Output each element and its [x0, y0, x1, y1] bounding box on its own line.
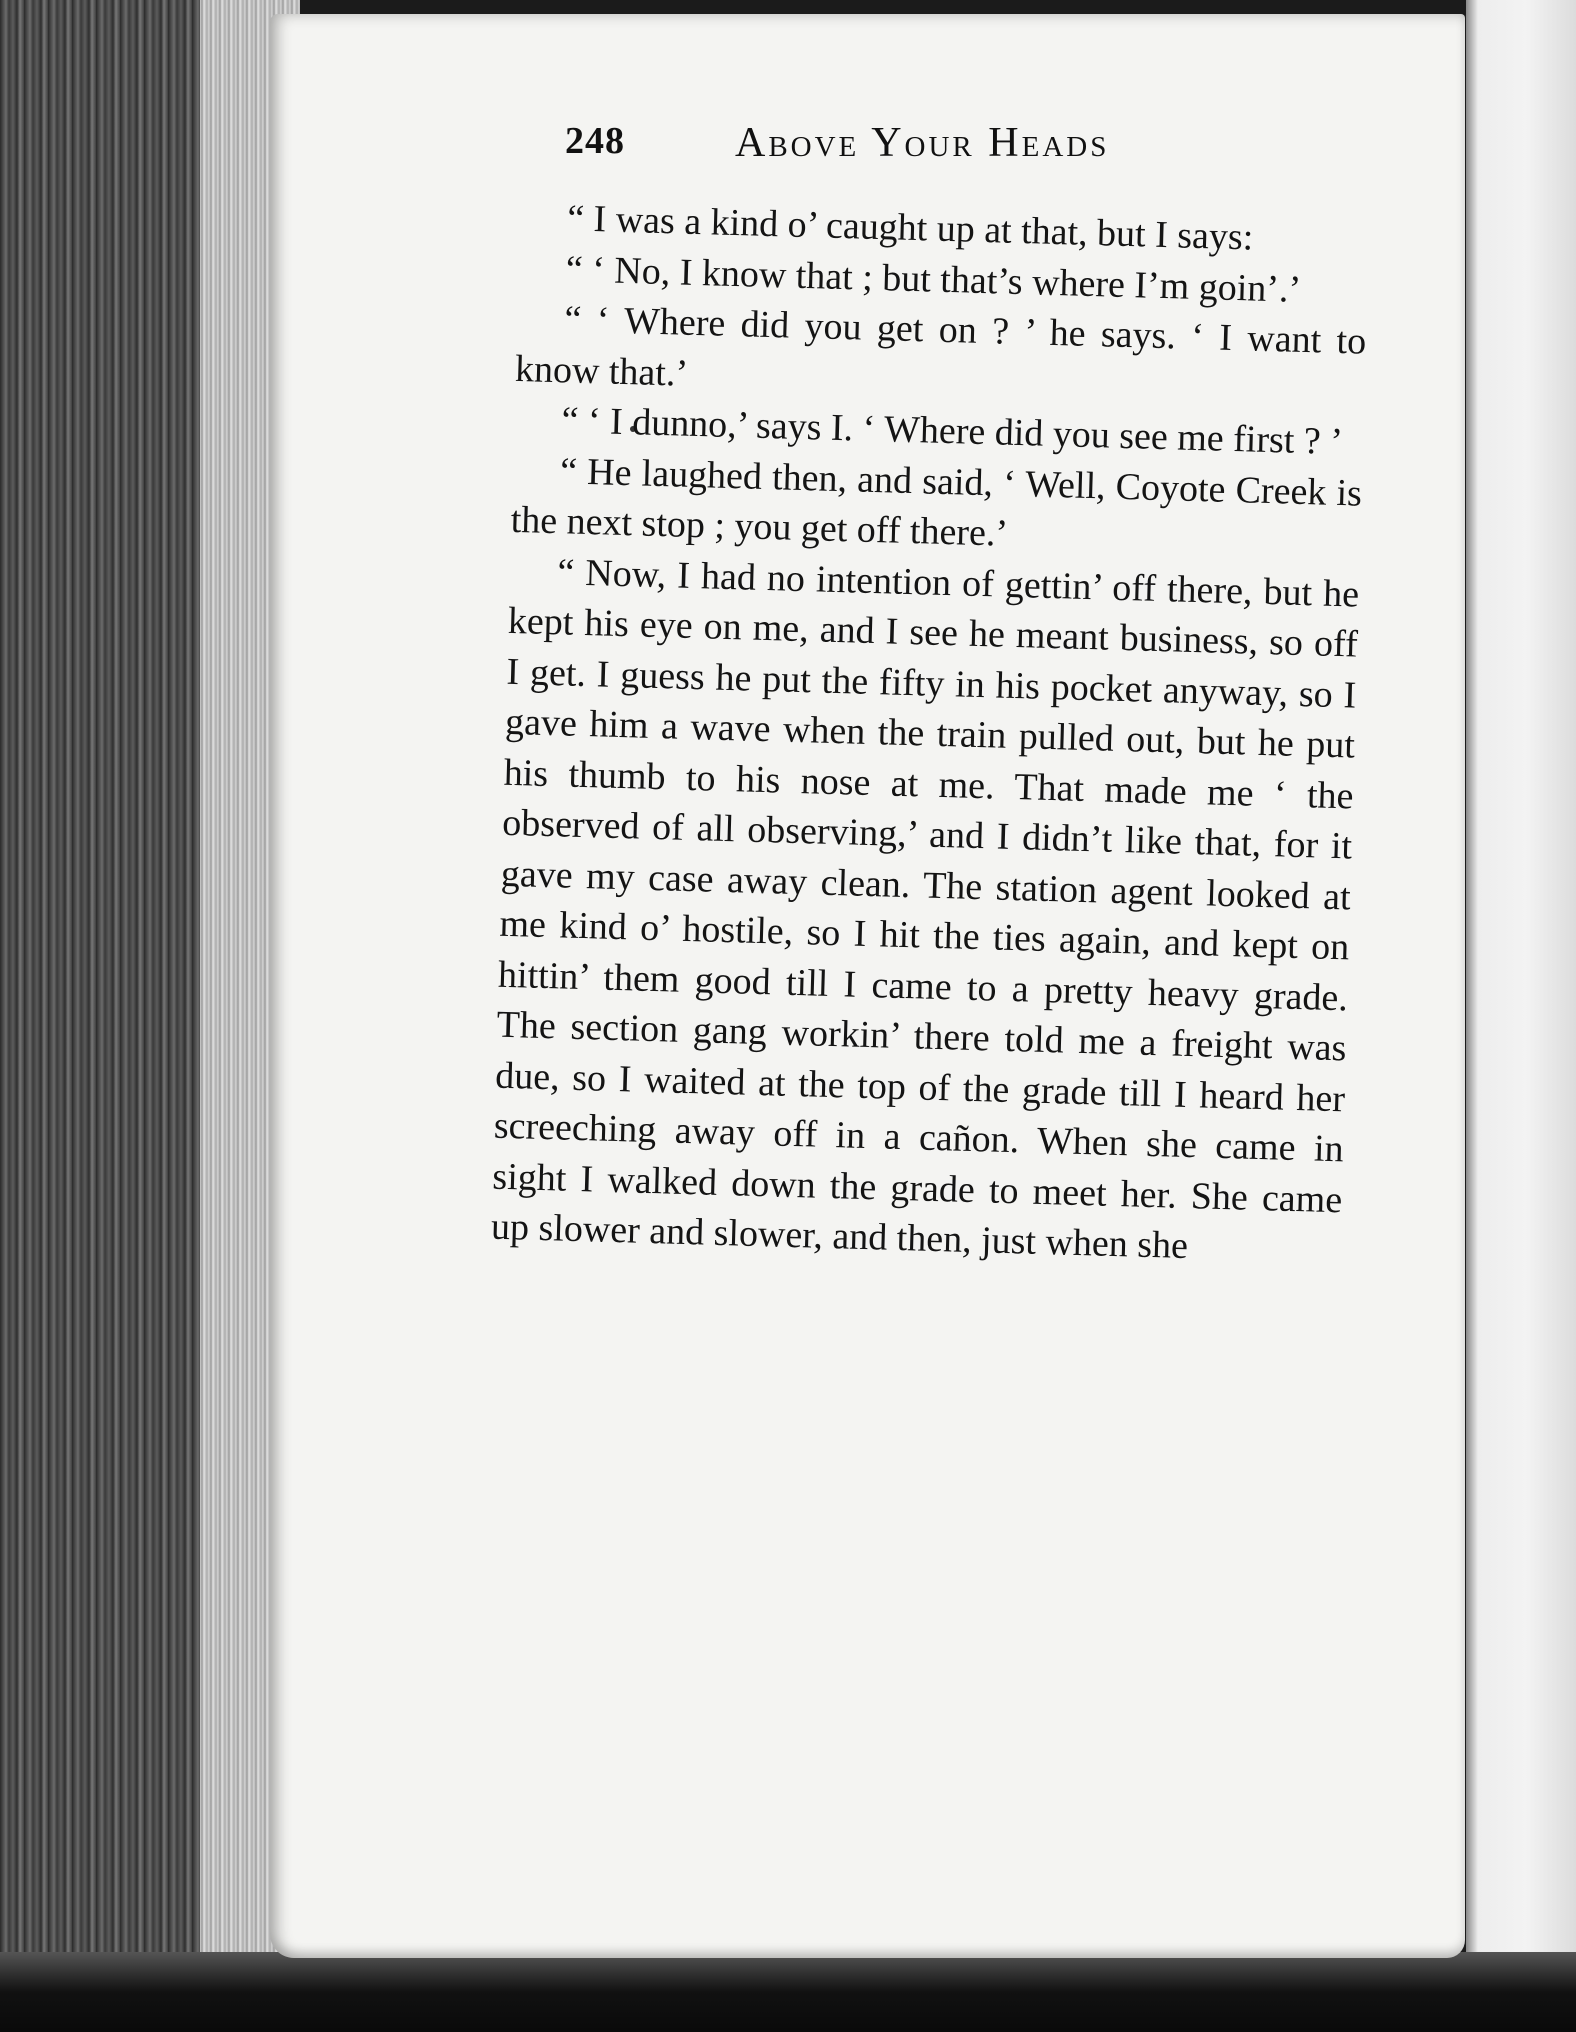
body-text — [490, 192, 1369, 1276]
paragraph: “ ‘ I dunno,’ says I. ‘ Where did you see me first ? ’ — [561, 399, 1344, 464]
page-number: 248 — [565, 120, 625, 162]
page-header — [565, 119, 1205, 179]
paragraph: “ ‘ No, I know that ; but that’s where I’m goin’.’ — [565, 247, 1302, 311]
paragraph: “ He laughed then, and said, ‘ Well, Coyote Creek is the next stop ; you get off there.’ — [510, 449, 1363, 555]
bottom-shadow — [0, 1952, 1576, 2032]
book-page — [270, 14, 1465, 1958]
paragraph: “ I was a kind o’ caught up at that, but I says: — [566, 197, 1254, 259]
paragraph: “ Now, I had no intention of gettin’ off there, but he kept his eye on me, and I see he meant business, so off I get. I guess he put the fifty in his pocket anyway, so I gave him a wave when the train pulled out, but he put his thumb to his nose at me. That made me ‘ the observed of all observing,’ and I didn’t like that, for it gave my case away clean. The station agent looked at me kind o’ hostile, so I hit the ties again, and kept on hittin’ them good till I came to a pretty heavy grade. The section gang workin’ there told me a freight was due, so I waited at the top of the grade till I heard her screeching away off in a cañon. When she came in sight I walked down the grade to meet her. She came up slower and slower, and then, just when she — [490, 550, 1360, 1268]
running-head: Above Your Heads — [735, 120, 1110, 166]
facing-page-edge — [1466, 0, 1576, 2032]
paragraph: “ ‘ Where did you get on ? ’ he says. ‘ I want to know that.’ — [514, 298, 1367, 395]
